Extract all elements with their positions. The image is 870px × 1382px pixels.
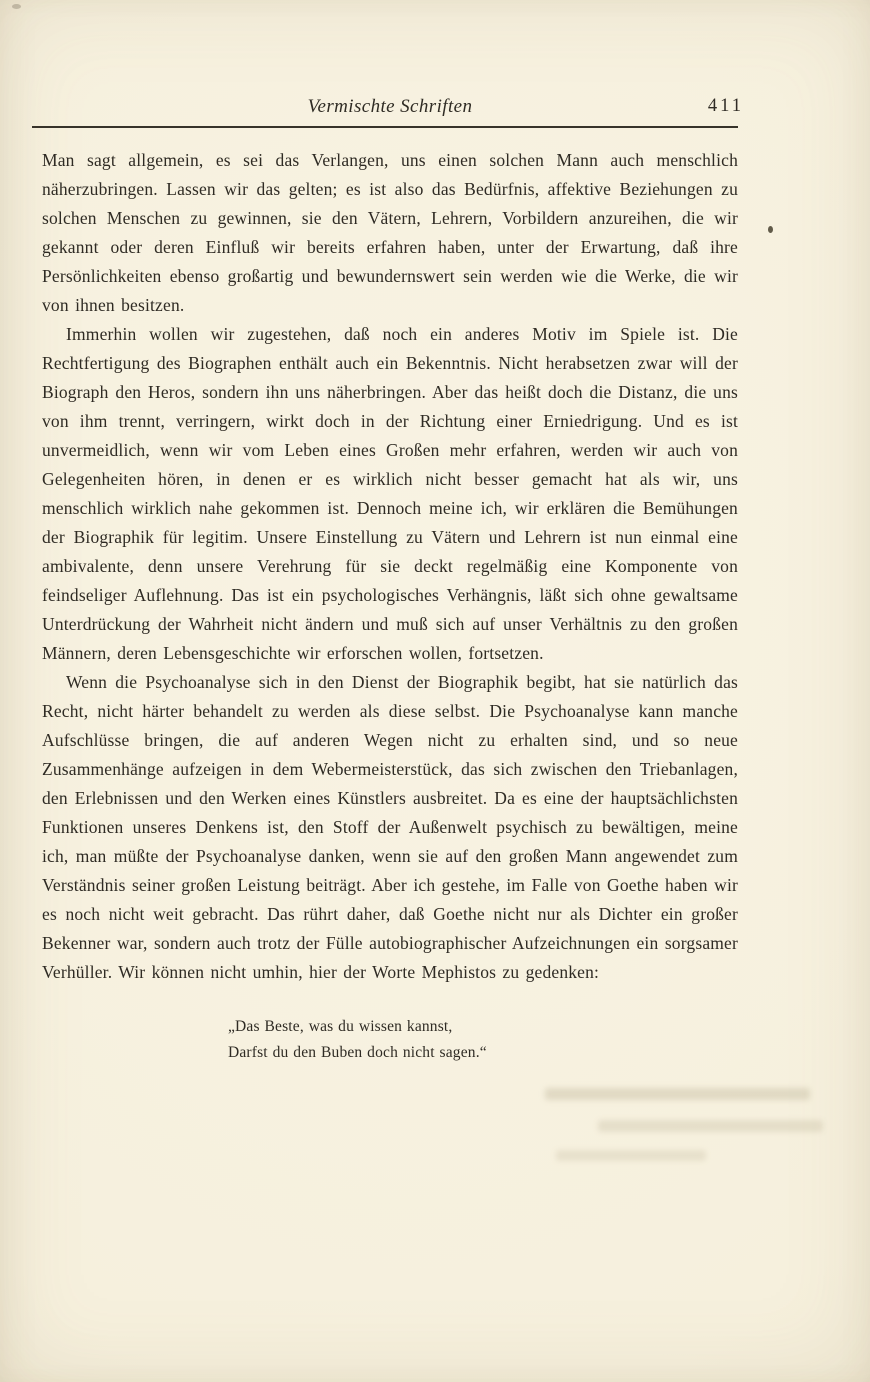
page-body	[42, 146, 738, 1066]
paper-speck	[768, 226, 773, 233]
paragraph-3: Wenn die Psychoanalyse sich in den Dienst der Biographik begibt, hat sie natürlich das Recht, nicht härter behandelt zu werden als diese selbst. Die Psychoanalyse kann manche Aufschlüsse bringen, die auf anderen Wegen nicht zu erhalten sind, und so neue Zusammenhänge aufzeigen in dem Webermeisterstück, das sich zwischen den Triebanlagen, den Erlebnissen und den Werken eines Künstlers ausbreitet. Da es eine der hauptsächlichsten Funktionen unseres Denkens ist, den Stoff der Außenwelt psychisch zu bewältigen, meine ich, man müßte der Psychoanalyse danken, wenn sie auf den großen Mann angewendet zum Verständnis seiner großen Leistung beiträgt. Aber ich gestehe, im Falle von Goethe haben wir es noch nicht weit gebracht. Das rührt daher, daß Goethe nicht nur als Dichter ein großer Bekenner war, sondern auch trotz der Fülle autobiographischer Aufzeichnungen ein sorgsamer Verhüller. Wir können nicht umhin, hier der Worte Mephistos zu gedenken:	[42, 672, 738, 982]
show-through-smudge	[545, 1088, 810, 1100]
page-number: 411	[707, 96, 744, 116]
paragraph-2: Immerhin wollen wir zugestehen, daß noch ein anderes Motiv im Spiele ist. Die Rechtfertigung des Biographen enthält auch ein Bekenntnis. Nicht herabsetzen zwar will der Biograph den Heros, sondern ihn uns näherbringen. Aber das heißt doch die Distanz, die uns von ihm trennt, verringern, wirkt doch in der Richtung einer Erniedrigung. Und es ist unvermeidlich, wenn wir vom Leben eines Großen mehr erfahren, werden wir auch von Gelegenheiten hören, in denen er es wirklich nicht besser gemacht hat als wir, uns menschlich wirklich nahe gekommen ist. Dennoch meine ich, wir erklären die Bemühungen der Biographik für legitim. Unsere Einstellung zu Vätern und Lehrern ist nun einmal eine ambivalente, denn unsere Verehrung für sie deckt regelmäßig eine Komponente von feindseliger Auflehnung. Das ist ein psychologisches Verhängnis, läßt sich ohne gewaltsame Unterdrückung der Wahrheit nicht ändern und muß sich auf unser Verhältnis zu den großen Männern, deren Lebensgeschichte wir erforschen wollen, fortsetzen.	[42, 324, 738, 663]
verse-line-2: Darfst du den Buben doch nicht sagen.“	[228, 1044, 487, 1061]
show-through-smudge	[598, 1120, 823, 1132]
header-rule	[32, 126, 738, 128]
verse-line-1: „Das Beste, was du wissen kannst,	[228, 1018, 453, 1035]
running-title: Vermischte Schriften	[307, 96, 473, 117]
paper-speck	[12, 4, 21, 9]
show-through-smudge	[556, 1150, 706, 1161]
paragraph-1: Man sagt allgemein, es sei das Verlangen, uns einen solchen Mann auch menschlich näherzubringen. Lassen wir das gelten; es ist also das Bedürfnis, affektive Beziehungen zu solchen Menschen zu gewinnen, sie den Vätern, Lehrern, Vorbildern anzureihen, die wir gekannt oder deren Einfluß wir bereits erfahren haben, unter der Erwartung, daß ihre Persönlichkeiten ebenso großartig und bewundernswert sein werden wie die Werke, die wir von ihnen besitzen.	[42, 150, 738, 315]
page-header	[42, 96, 744, 124]
verse-quote	[228, 1014, 738, 1066]
